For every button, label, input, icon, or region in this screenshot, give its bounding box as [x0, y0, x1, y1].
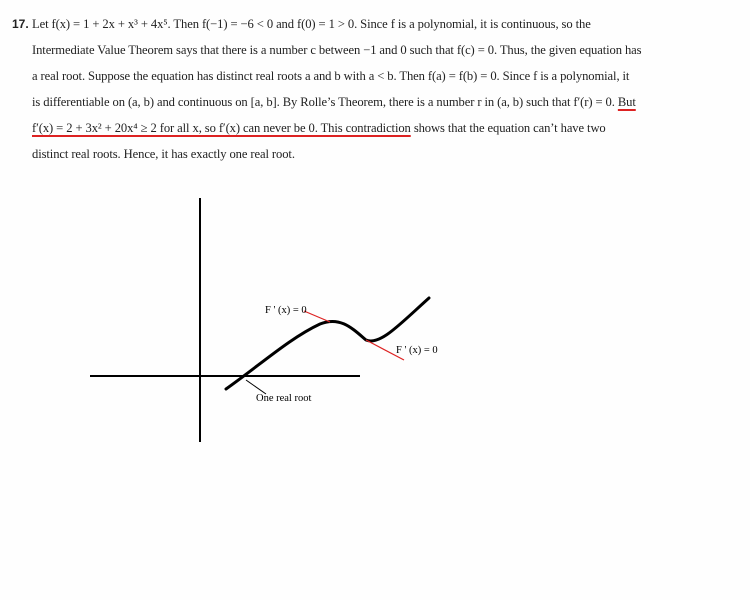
text-line-1: Let f(x) = 1 + 2x + x³ + 4x⁵. Then f(−1) = −6 < 0 and f(0) = 1 > 0. Since f is a polynomial, it is continuous, so the: [32, 17, 591, 31]
text-line-4-main: is differentiable on (a, b) and continuous on [a, b]. By Rolle’s Theorem, there is a number r in (a, b) such that f′(r) = 0.: [32, 95, 615, 109]
problem-number: 17.: [12, 17, 29, 31]
root-pointer-line: [246, 380, 266, 394]
text-line-2: Intermediate Value Theorem says that there is a number c between −1 and 0 such that f(c) = 0. Thus, the given equation has: [32, 43, 642, 57]
label-one-real-root: One real root: [256, 393, 312, 404]
underlined-but: But: [617, 95, 636, 109]
label-max-derivative-zero: F ' (x) = 0: [265, 305, 307, 316]
max-pointer-line: [304, 311, 330, 322]
label-min-derivative-zero: F ' (x) = 0: [396, 345, 438, 356]
text-line-6: distinct real roots. Hence, it has exactly one real root.: [32, 147, 295, 161]
underlined-contradiction: f′(x) = 2 + 3x² + 20x⁴ ≥ 2 for all x, so f′(x) can never be 0. This contradiction: [32, 121, 411, 135]
text-line-5-rest: shows that the equation can’t have two: [413, 121, 606, 135]
text-line-3: a real root. Suppose the equation has distinct real roots a and b with a < b. Then f(a) = f(b) = 0. Since f is a polynomial, it: [32, 69, 630, 83]
